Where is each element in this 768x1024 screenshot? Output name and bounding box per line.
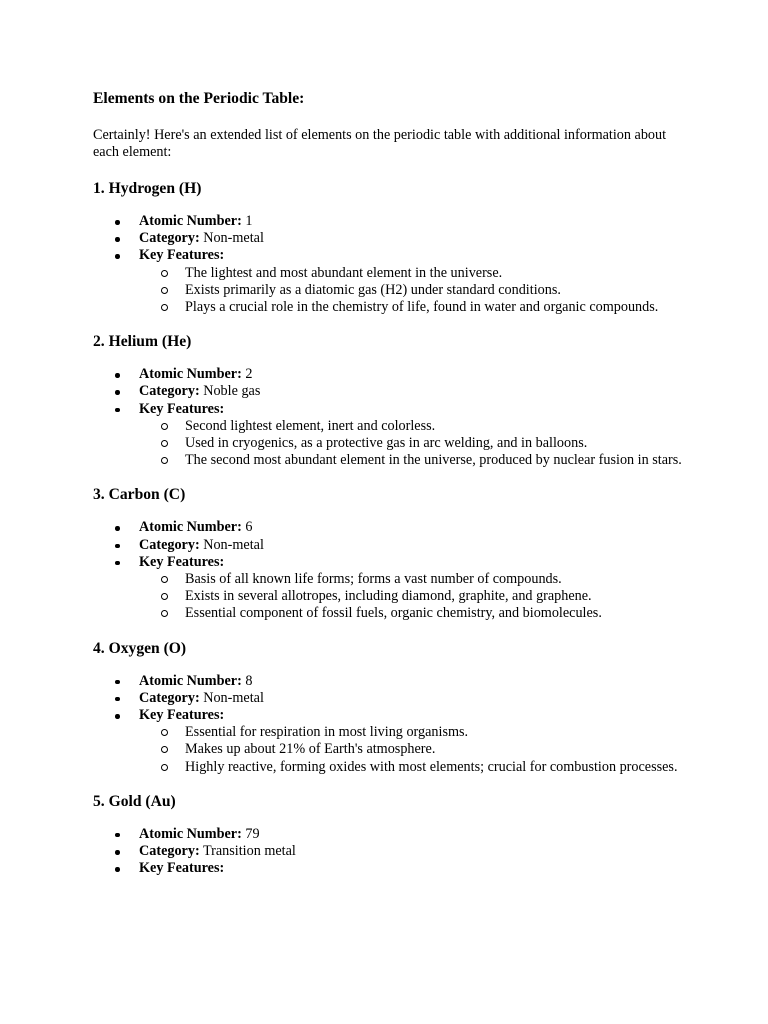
feature-text: Second lightest element, inert and colorless.: [185, 417, 436, 434]
element-heading: 3. Carbon (C): [93, 486, 186, 504]
element-sections: [93, 179, 693, 877]
bullet-icon: [115, 373, 120, 378]
feature-text: Exists in several allotropes, including diamond, graphite, and graphene.: [185, 588, 592, 605]
bullet-icon: [115, 408, 120, 413]
property-label: Key Features:: [139, 400, 225, 417]
atomic-number-item: [93, 213, 693, 230]
bullet-icon: [115, 850, 120, 855]
category-item: [93, 230, 693, 247]
atomic-number-item: [93, 826, 693, 843]
feature-item: [139, 265, 693, 282]
feature-text: Exists primarily as a diatomic gas (H2) under standard conditions.: [185, 281, 561, 298]
element-section: [93, 485, 693, 622]
circle-bullet-icon: [161, 440, 168, 447]
bullet-icon: [115, 714, 120, 719]
feature-item: [139, 435, 693, 452]
key-features-item: [93, 401, 693, 470]
element-section: [93, 792, 693, 878]
property-value: Non-metal: [203, 536, 264, 553]
bullet-icon: [115, 526, 120, 531]
key-features-item: [93, 554, 693, 623]
bullet-icon: [115, 220, 120, 225]
bullet-icon: [115, 237, 120, 242]
property-value: 2: [245, 366, 253, 383]
property-label: Key Features:: [139, 553, 225, 570]
bullet-icon: [115, 833, 120, 838]
feature-item: [139, 452, 693, 469]
document-page: [93, 89, 693, 893]
bullet-icon: [115, 561, 120, 566]
intro-paragraph: Certainly! Here's an extended list of elements on the periodic table with additional information about each element:: [93, 127, 667, 160]
feature-item: [139, 571, 693, 588]
feature-item: [139, 759, 693, 776]
category-item: [93, 383, 693, 400]
property-value: Non-metal: [203, 230, 264, 247]
property-value: Noble gas: [203, 383, 261, 400]
circle-bullet-icon: [161, 270, 168, 277]
feature-item: [139, 741, 693, 758]
property-label: Category:: [139, 230, 200, 247]
bullet-icon: [115, 544, 120, 549]
key-features-item: [93, 247, 693, 316]
property-label: Category:: [139, 689, 200, 706]
property-label: Atomic Number:: [139, 366, 242, 383]
feature-text: Plays a crucial role in the chemistry of life, found in water and organic compounds.: [185, 299, 659, 316]
feature-text: The second most abundant element in the universe, produced by nuclear fusion in stars.: [185, 452, 682, 469]
circle-bullet-icon: [161, 729, 168, 736]
category-item: [93, 690, 693, 707]
property-value: 79: [245, 825, 260, 842]
category-item: [93, 843, 693, 860]
bullet-icon: [115, 390, 120, 395]
atomic-number-item: [93, 366, 693, 383]
circle-bullet-icon: [161, 746, 168, 753]
atomic-number-item: [93, 519, 693, 536]
property-label: Category:: [139, 383, 200, 400]
element-heading: 5. Gold (Au): [93, 792, 176, 810]
feature-list: [139, 418, 693, 470]
property-list: [93, 366, 693, 469]
property-list: [93, 673, 693, 776]
feature-text: Basis of all known life forms; forms a vast number of compounds.: [185, 571, 562, 588]
property-label: Key Features:: [139, 247, 225, 264]
property-label: Atomic Number:: [139, 213, 242, 229]
feature-item: [139, 724, 693, 741]
property-label: Atomic Number:: [139, 825, 242, 842]
category-item: [93, 537, 693, 554]
circle-bullet-icon: [161, 593, 168, 600]
feature-item: [139, 282, 693, 299]
circle-bullet-icon: [161, 764, 168, 771]
property-list: [93, 826, 693, 878]
feature-text: The lightest and most abundant element in the universe.: [185, 264, 503, 281]
element-heading: 4. Oxygen (O): [93, 639, 187, 657]
feature-text: Essential component of fossil fuels, organic chemistry, and biomolecules.: [185, 605, 602, 622]
property-list: [93, 519, 693, 622]
circle-bullet-icon: [161, 423, 168, 430]
feature-text: Used in cryogenics, as a protective gas in arc welding, and in balloons.: [185, 435, 588, 452]
bullet-icon: [115, 680, 120, 685]
feature-text: Highly reactive, forming oxides with most elements; crucial for combustion processes.: [185, 758, 678, 775]
bullet-icon: [115, 254, 120, 259]
property-value: Transition metal: [202, 843, 296, 860]
property-label: Category:: [139, 843, 200, 860]
circle-bullet-icon: [161, 457, 168, 464]
property-value: 1: [245, 213, 253, 229]
bullet-icon: [115, 867, 120, 872]
element-section: [93, 332, 693, 469]
property-label: Atomic Number:: [139, 519, 242, 536]
element-heading: 1. Hydrogen (H): [93, 180, 202, 197]
feature-item: [139, 588, 693, 605]
property-value: 6: [245, 519, 253, 536]
feature-list: [139, 571, 693, 623]
key-features-item: [93, 707, 693, 776]
property-value: 8: [245, 672, 253, 689]
feature-text: Essential for respiration in most living organisms.: [185, 724, 469, 741]
circle-bullet-icon: [161, 287, 168, 294]
feature-item: [139, 605, 693, 622]
property-label: Key Features:: [139, 707, 225, 724]
document-title: Elements on the Periodic Table:: [93, 90, 305, 107]
element-section: [93, 639, 693, 776]
property-value: Non-metal: [203, 689, 264, 706]
feature-item: [139, 418, 693, 435]
feature-text: Makes up about 21% of Earth's atmosphere.: [185, 741, 436, 758]
feature-list: [139, 265, 693, 317]
circle-bullet-icon: [161, 304, 168, 311]
circle-bullet-icon: [161, 610, 168, 617]
element-section: [93, 179, 693, 316]
circle-bullet-icon: [161, 576, 168, 583]
bullet-icon: [115, 697, 120, 702]
element-heading: 2. Helium (He): [93, 333, 192, 351]
property-label: Key Features:: [139, 860, 225, 877]
property-label: Atomic Number:: [139, 672, 242, 689]
feature-item: [139, 299, 693, 316]
property-label: Category:: [139, 536, 200, 553]
property-list: [93, 213, 693, 316]
feature-list: [139, 724, 693, 776]
key-features-item: [93, 860, 693, 877]
atomic-number-item: [93, 673, 693, 690]
